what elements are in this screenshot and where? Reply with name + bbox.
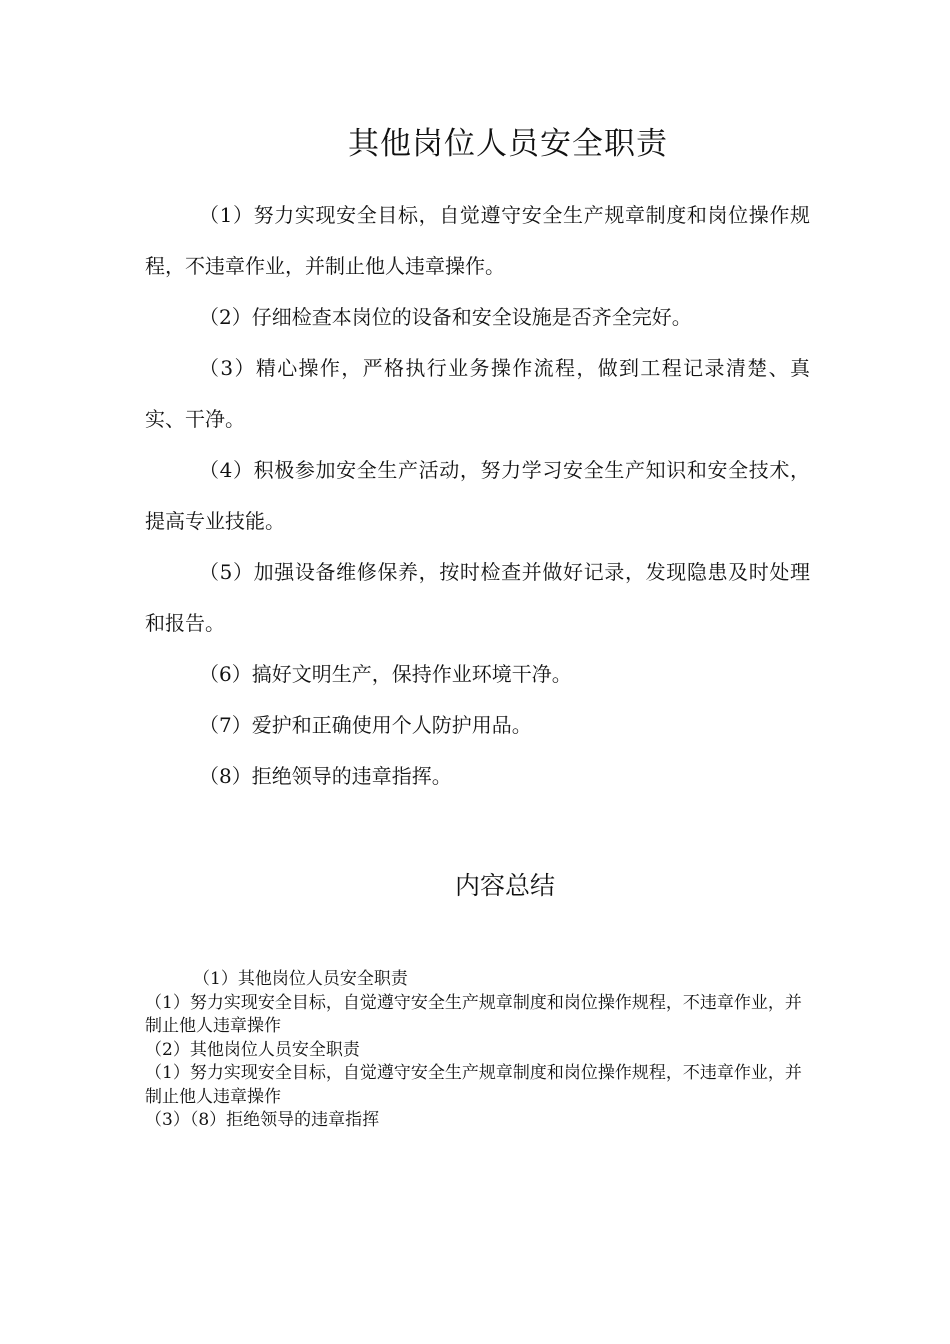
summary-line-2: （1）努力实现安全目标，自觉遵守安全生产规章制度和岗位操作规程，不违章作业，并制止他人违章操作 (145, 992, 802, 1036)
summary-section (145, 968, 810, 1133)
paragraph-7: （7）爱护和正确使用个人防护用品。 (199, 713, 532, 737)
document-body (145, 190, 810, 802)
summary-line-1: （1）其他岗位人员安全职责 (193, 969, 408, 989)
paragraph-8: （8）拒绝领导的违章指挥。 (199, 764, 452, 788)
paragraph-3: （3）精心操作，严格执行业务操作流程，做到工程记录清楚、真实、干净。 (145, 356, 810, 431)
summary-line-4: （1）努力实现安全目标，自觉遵守安全生产规章制度和岗位操作规程，不违章作业，并制止他人违章操作 (145, 1063, 802, 1107)
summary-line-3: （2）其他岗位人员安全职责 (145, 1039, 360, 1060)
paragraph-1: （1）努力实现安全目标，自觉遵守安全生产规章制度和岗位操作规程，不违章作业，并制止他人违章操作。 (145, 203, 810, 278)
paragraph-5: （5）加强设备维修保养，按时检查并做好记录，发现隐患及时处理和报告。 (145, 560, 810, 635)
paragraph-2: （2）仔细检查本岗位的设备和安全设施是否齐全完好。 (199, 305, 692, 329)
paragraph-6: （6）搞好文明生产，保持作业环境干净。 (199, 662, 572, 686)
paragraph-4: （4）积极参加安全生产活动，努力学习安全生产知识和安全技术，提高专业技能。 (145, 458, 810, 533)
document-title: 其他岗位人员安全职责 (348, 126, 668, 162)
summary-title: 内容总结 (454, 871, 555, 900)
summary-line-5: （3）（8）拒绝领导的违章指挥 (145, 1110, 380, 1130)
